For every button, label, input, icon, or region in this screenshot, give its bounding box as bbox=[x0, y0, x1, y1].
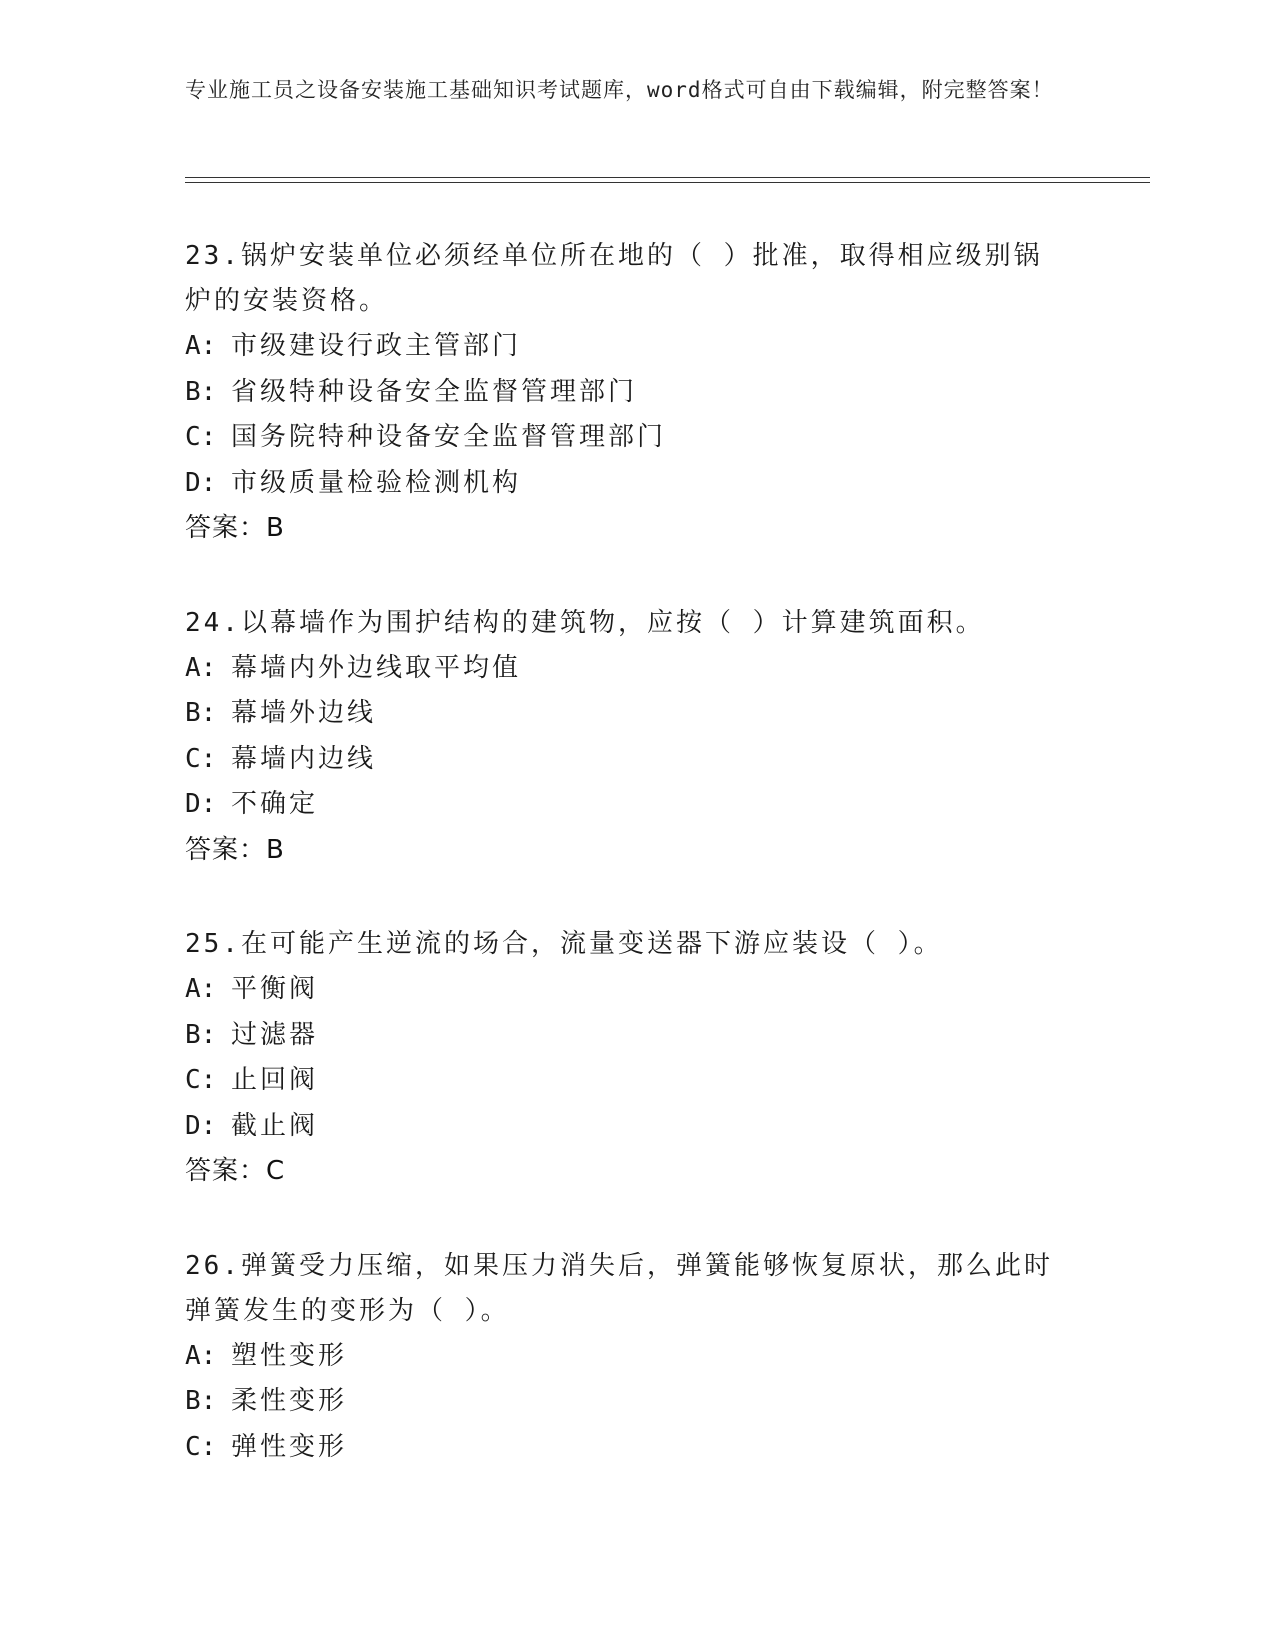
option-c bbox=[185, 415, 1065, 461]
option-text: 柔性变形 bbox=[231, 1386, 348, 1416]
option-d bbox=[185, 1104, 1065, 1150]
document-header bbox=[185, 74, 1065, 106]
option-text: 截止阀 bbox=[231, 1110, 319, 1141]
question-stem: 23.锅炉安装单位必须经单位所在地的（ ）批准，取得相应级别锅炉的安装资格。 bbox=[185, 241, 1043, 316]
option-letter: A: bbox=[185, 331, 217, 361]
option-a bbox=[185, 967, 1065, 1013]
option-letter: C: bbox=[185, 743, 217, 774]
header-divider-top bbox=[185, 177, 1150, 178]
option-text: 弹性变形 bbox=[231, 1431, 348, 1462]
option-c bbox=[185, 1058, 1065, 1104]
option-c bbox=[185, 1425, 1065, 1471]
answer-line: 答案：B bbox=[185, 834, 285, 865]
option-d bbox=[185, 782, 1065, 828]
option-b bbox=[185, 370, 1065, 416]
option-letter: C: bbox=[185, 422, 217, 452]
option-text: 平衡阀 bbox=[231, 974, 319, 1004]
option-letter: A: bbox=[185, 652, 217, 683]
answer-line: 答案：B bbox=[185, 513, 285, 543]
option-letter: B: bbox=[185, 376, 217, 407]
question-list bbox=[185, 234, 1065, 1519]
option-text: 国务院特种设备安全监督管理部门 bbox=[231, 422, 667, 452]
option-text: 过滤器 bbox=[231, 1019, 319, 1050]
header-title: 专业施工员之设备安装施工基础知识考试题库，word格式可自由下载编辑，附完整答案！ bbox=[185, 78, 1054, 102]
question-26 bbox=[185, 1244, 1065, 1471]
option-letter: A: bbox=[185, 974, 217, 1004]
option-letter: D: bbox=[185, 1110, 217, 1141]
option-c bbox=[185, 737, 1065, 783]
option-text: 幕墙内边线 bbox=[231, 743, 377, 774]
option-a bbox=[185, 1334, 1065, 1380]
question-stem: 25.在可能产生逆流的场合，流量变送器下游应装设（ ）。 bbox=[185, 929, 943, 959]
question-stem: 24.以幕墙作为围护结构的建筑物，应按（ ）计算建筑面积。 bbox=[185, 607, 985, 638]
option-d bbox=[185, 461, 1065, 507]
option-letter: B: bbox=[185, 1386, 217, 1416]
option-text: 市级建设行政主管部门 bbox=[231, 331, 522, 361]
header-divider-bottom bbox=[185, 182, 1150, 183]
option-letter: C: bbox=[185, 1431, 217, 1462]
option-a bbox=[185, 324, 1065, 370]
option-text: 止回阀 bbox=[231, 1065, 319, 1095]
option-b bbox=[185, 691, 1065, 737]
question-23 bbox=[185, 234, 1065, 552]
option-b bbox=[185, 1379, 1065, 1425]
question-25 bbox=[185, 922, 1065, 1195]
option-a bbox=[185, 646, 1065, 692]
question-24 bbox=[185, 601, 1065, 874]
answer-line: 答案：C bbox=[185, 1156, 286, 1186]
option-text: 幕墙外边线 bbox=[231, 698, 377, 728]
option-letter: B: bbox=[185, 698, 217, 728]
option-letter: B: bbox=[185, 1019, 217, 1050]
option-text: 塑性变形 bbox=[231, 1340, 348, 1371]
option-letter: A: bbox=[185, 1340, 217, 1371]
question-stem: 26.弹簧受力压缩，如果压力消失后，弹簧能够恢复原状，那么此时弹簧发生的变形为（ ）。 bbox=[185, 1250, 1053, 1326]
option-letter: D: bbox=[185, 789, 217, 819]
option-text: 省级特种设备安全监督管理部门 bbox=[231, 376, 638, 407]
option-text: 不确定 bbox=[231, 789, 319, 819]
option-b bbox=[185, 1013, 1065, 1059]
option-letter: C: bbox=[185, 1065, 217, 1095]
option-text: 市级质量检验检测机构 bbox=[231, 467, 522, 498]
option-letter: D: bbox=[185, 467, 217, 498]
option-text: 幕墙内外边线取平均值 bbox=[231, 652, 522, 683]
